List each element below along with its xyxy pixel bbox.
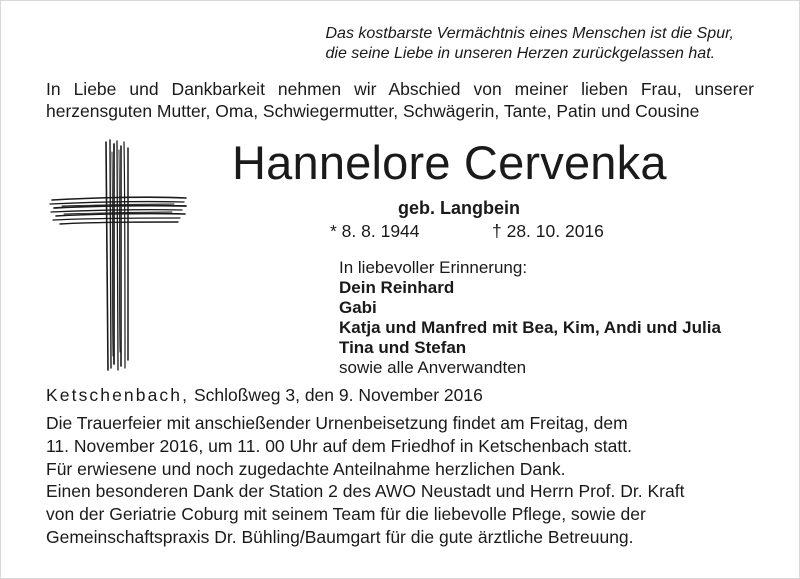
intro-text (46, 78, 754, 122)
intro-line-2: herzensguten Mutter, Oma, Schwiegermutter, Schwägerin, Tante, Patin und Cousine (46, 101, 700, 121)
cross-icon (48, 138, 188, 372)
place-date-line (46, 384, 483, 406)
intro-line-1: In Liebe und Dankbarkeit nehmen wir Abschied von meiner lieben Frau, unserer (46, 79, 754, 99)
notice-body (46, 412, 754, 549)
epitaph-quote (326, 24, 735, 64)
body-line: Für erwiesene und noch zugedachte Anteilnahme herzlichen Dank. (46, 458, 566, 479)
body-line: 11. November 2016, um 11. 00 Uhr auf dem Friedhof in Ketschenbach statt. (46, 435, 632, 456)
death-date: † 28. 10. 2016 (492, 221, 604, 241)
mourner-name: Tina und Stefan (339, 338, 467, 357)
body-line: Einen besonderen Dank der Station 2 des AWO Neustadt und Herrn Prof. Dr. Kraft (46, 481, 685, 502)
body-line: Gemeinschaftspraxis Dr. Bühling/Baumgart für die gute ärztliche Betreuung. (46, 526, 634, 547)
mourners-list (339, 258, 721, 378)
deceased-name: Hannelore Cervenka (232, 136, 667, 189)
mourners-footer: sowie alle Anverwandten (339, 358, 527, 377)
address-date: Schloßweg 3, den 9. November 2016 (189, 385, 483, 405)
body-line: Die Trauerfeier mit anschießender Urnenbeisetzung findet am Freitag, dem (46, 413, 628, 433)
mourner-name: Katja und Manfred mit Bea, Kim, Andi und Julia (339, 318, 721, 337)
mourner-name: Dein Reinhard (339, 278, 455, 297)
town-name: Ketschenbach, (46, 385, 190, 405)
body-line: von der Geriatrie Coburg mit seinem Team für die liebevolle Pflege, sowie der (46, 504, 646, 525)
mourners-heading: In liebevoller Erinnerung: (339, 258, 528, 277)
maiden-name: geb. Langbein (398, 198, 521, 218)
mourner-name: Gabi (339, 298, 377, 317)
quote-line-2: die seine Liebe in unseren Herzen zurückgelassen hat. (325, 45, 716, 62)
birth-date: * 8. 8. 1944 (330, 221, 420, 241)
quote-line-1: Das kostbarste Vermächtnis eines Menschen ist die Spur, (325, 25, 734, 42)
